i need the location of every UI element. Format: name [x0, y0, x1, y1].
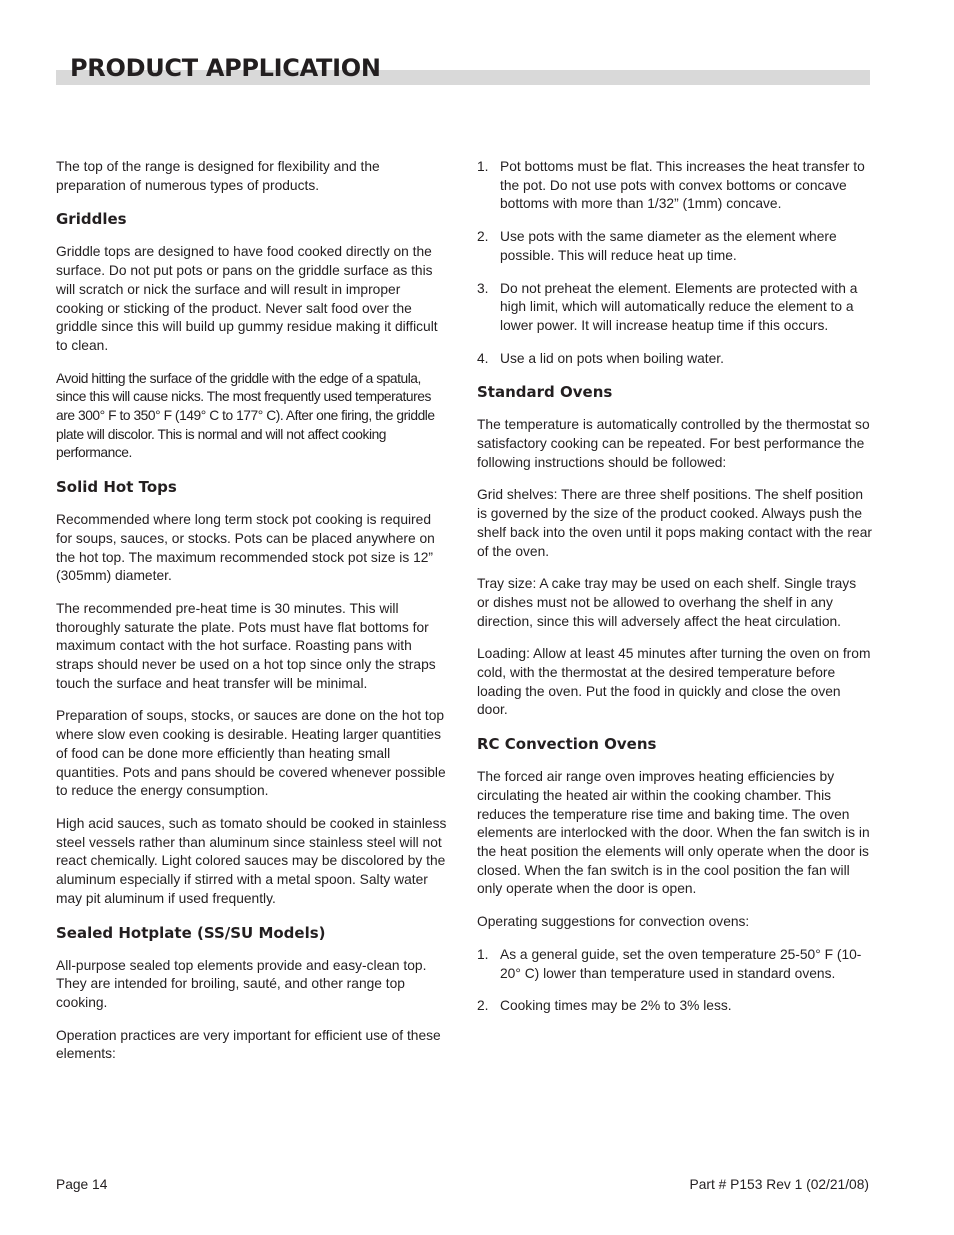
griddles-paragraph-1: Griddle tops are designed to have food cooked directly on the surface. Do not put pots or pans on the griddle surface as this will scratch or nick the surface and will result in improper cooking or sticking of the product. Never salt food over the griddle since this will build up gummy residue making it difficult to clean.: [56, 244, 438, 353]
convection-ovens-heading: RC Convection Ovens: [477, 735, 657, 754]
standard-ovens-paragraph-2: Grid shelves: There are three shelf positions. The shelf position is governed by the size of the product cooked. Always push the shelf back into the oven until it pops making contact with the rear of the oven.: [477, 487, 872, 559]
convection-ovens-paragraph-2: Operating suggestions for convection ovens:: [477, 914, 750, 930]
griddles-heading: Griddles: [56, 210, 127, 229]
solid-hot-tops-heading: Solid Hot Tops: [56, 478, 177, 497]
intro-paragraph: The top of the range is designed for flexibility and the preparation of numerous types of products.: [56, 159, 380, 193]
sealed-hotplate-paragraph-2: Operation practices are very important for efficient use of these elements:: [56, 1027, 441, 1062]
solid-hot-tops-paragraph-1: Recommended where long term stock pot cooking is required for soups, sauces, or stocks. Pots can be placed anywhere on the hot top. The maximum recommended stock pot size is 12” (305mm) diameter.: [56, 512, 435, 584]
element-usage-list: [477, 158, 872, 368]
page-title: PRODUCT APPLICATION: [70, 54, 381, 82]
left-column: [56, 158, 450, 1078]
list-item: 1. Pot bottoms must be flat. This increases the heat transfer to the pot. Do not use pots with convex bottoms or concave bottoms with more than 1/32” (1mm) concave.: [477, 159, 865, 212]
solid-hot-tops-paragraph-4: High acid sauces, such as tomato should be cooked in stainless steel vessels rather than aluminum since stainless steel will not react chemically. Light colored sauces may be discolored by the aluminum especially if stirred with a metal spoon. Salty water may pit aluminum if used frequently.: [56, 815, 447, 906]
list-item: 1. As a general guide, set the oven temperature 25-50° F (10-20° C) lower than temperature used in standard ovens.: [477, 946, 862, 981]
convection-ovens-paragraph-1: The forced air range oven improves heating efficiencies by circulating the heated air within the cooking chamber. This reduces the temperature rise time and baking time. The oven elements are interlocked with the door. When the fan switch is in the heat position the elements will only operate when the door is closed. When the fan switch is in the cool position the fan will only operate when the door is open.: [477, 769, 870, 897]
standard-ovens-paragraph-3: Tray size: A cake tray may be used on each shelf. Single trays or dishes must not be allowed to overhang the shelf in any direction, since this will adversely affect the heat circulation.: [477, 576, 857, 629]
right-column: [477, 158, 872, 1030]
standard-ovens-heading: Standard Ovens: [477, 383, 613, 402]
part-number: Part # P153 Rev 1 (02/21/08): [689, 1177, 869, 1192]
standard-ovens-paragraph-4: Loading: Allow at least 45 minutes after turning the oven on from cold, with the thermostat at the desired temperature before loading the oven. Put the food in quickly and close the oven door.: [477, 646, 871, 718]
sealed-hotplate-paragraph-1: All-purpose sealed top elements provide and easy-clean top. They are intended for broiling, sauté, and other range top cooking.: [56, 957, 427, 1010]
sealed-hotplate-heading: Sealed Hotplate (SS/SU Models): [56, 923, 326, 942]
solid-hot-tops-paragraph-3: Preparation of soups, stocks, or sauces are done on the hot top where slow even cooking is desirable. Heating larger quantities of food can be done more efficiently than heating small quantities. Pots and pans should be covered whenever possible to reduce the energy consumption.: [56, 708, 446, 799]
list-item: 2. Use pots with the same diameter as the element where possible. This will reduce heat up time.: [477, 229, 837, 263]
convection-suggestions-list: [477, 946, 872, 1016]
solid-hot-tops-paragraph-2: The recommended pre-heat time is 30 minutes. This will thoroughly saturate the plate. Pots must have flat bottoms for maximum contact with the hot surface. Roasting pans with straps should never be used on a hot top since only the straps touch the surface and heat transfer will be minimal.: [56, 600, 436, 691]
list-item: 4. Use a lid on pots when boiling water.: [477, 350, 724, 366]
list-item: 3. Do not preheat the element. Elements are protected with a high limit, which will automatically reduce the element to a lower power. It will increase heatup time if this occurs.: [477, 280, 858, 333]
list-item: 2. Cooking times may be 2% to 3% less.: [477, 998, 732, 1014]
page-number: Page 14: [56, 1177, 108, 1192]
standard-ovens-paragraph-1: The temperature is automatically controlled by the thermostat so satisfactory cooking can be repeated. For best performance the following instructions should be followed:: [477, 417, 870, 470]
griddles-paragraph-2: Avoid hitting the surface of the griddle with the edge of a spatula, since this will cause nicks. The most frequently used temperatures are 300° F to 350° F (149° C to 177° C). After one firing, the griddle plate will discolor. This is normal and will not affect cooking performance.: [56, 370, 435, 461]
